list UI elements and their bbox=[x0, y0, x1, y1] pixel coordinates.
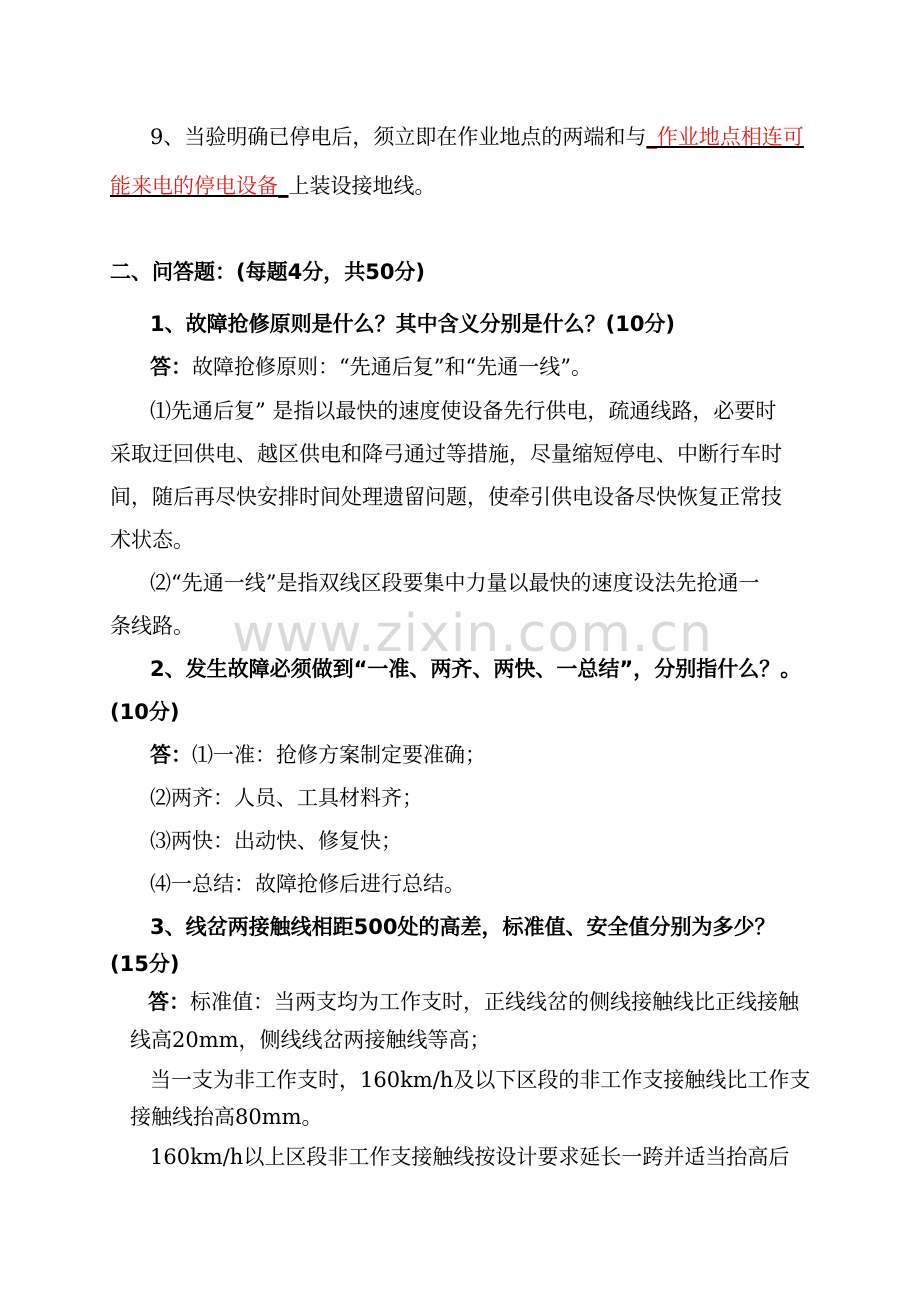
q3-a1-text1: 标准值：当两支均为工作支时，正线线岔的侧线接触线比正线接触 bbox=[190, 990, 799, 1014]
watermark: www.zixin.com.cn bbox=[232, 604, 713, 664]
q2-question-line1: 2、发生故障必须做到“一准、两齐、两快、一总结”，分别指什么？。 bbox=[150, 657, 802, 681]
q3-a3-line1: 160km/h以上区段非工作支接触线按设计要求延长一跨并适当抬高后 bbox=[150, 1145, 790, 1169]
q1-p1-line3: 间，随后再尽快安排时间处理遗留问题，使牵引供电设备尽快恢复正常技 bbox=[110, 485, 782, 509]
q1-question: 1、故障抢修原则是什么？其中含义分别是什么？(10分) bbox=[150, 312, 676, 336]
q2-item3: ⑶两快：出动快、修复快； bbox=[150, 829, 402, 853]
q1-p2-line2: 条线路。 bbox=[110, 614, 194, 638]
q1-answer-intro: 故障抢修原则：“先通后复”和“先通一线”。 bbox=[192, 355, 592, 379]
q9-text2: 上装设接地线。 bbox=[288, 174, 436, 198]
q2-item1: ⑴一准：抢修方案制定要准确； bbox=[192, 743, 486, 767]
q3-a2-line2: 接触线抬高80mm。 bbox=[130, 1105, 323, 1129]
q2-item2: ⑵两齐：人员、工具材料齐； bbox=[150, 786, 423, 810]
q3-question-line2: (15分) bbox=[110, 952, 180, 976]
q2-item4: ⑷一总结：故障抢修后进行总结。 bbox=[150, 872, 465, 896]
q1-p1-line2: 采取迂回供电、越区供电和降弓通过等措施，尽量缩短停电、中断行车时 bbox=[110, 442, 782, 466]
q3-a1-line1 bbox=[148, 988, 799, 1016]
q9-blank-tail: _ bbox=[278, 174, 289, 198]
q2-item1-line bbox=[150, 741, 486, 769]
section-title: 二、问答题：(每题4分，共50分) bbox=[110, 260, 426, 284]
q9-line2 bbox=[110, 172, 436, 200]
q9-answer-part2: 能来电的停电设备 bbox=[110, 174, 278, 198]
q9-line1 bbox=[150, 123, 804, 151]
q9-answer-part1: _作业地点相连可 bbox=[646, 125, 804, 149]
q2-question-line2: (10分) bbox=[110, 700, 180, 724]
q3-answer-label: 答： bbox=[148, 990, 190, 1014]
q1-answer-intro-line bbox=[150, 353, 592, 381]
q3-question-line1: 3、线岔两接触线相距500处的高差，标准值、安全值分别为多少？ bbox=[150, 915, 776, 939]
q1-p1-line4: 术状态。 bbox=[110, 528, 194, 552]
q1-p1-line1: ⑴先通后复” 是指以最快的速度使设备先行供电，疏通线路，必要时 bbox=[150, 399, 777, 423]
q1-p2-line1: ⑵“先通一线”是指双线区段要集中力量以最快的速度设法先抢通一 bbox=[150, 571, 760, 595]
q3-a2-line1: 当一支为非工作支时，160km/h及以下区段的非工作支接触线比工作支 bbox=[150, 1068, 811, 1092]
q3-a1-line2: 线高20mm，侧线线岔两接触线等高； bbox=[130, 1028, 491, 1052]
q9-text1: 9、当验明确已停电后，须立即在作业地点的两端和与 bbox=[150, 125, 647, 149]
q1-answer-label: 答： bbox=[150, 355, 192, 379]
q2-answer-label: 答： bbox=[150, 743, 192, 767]
